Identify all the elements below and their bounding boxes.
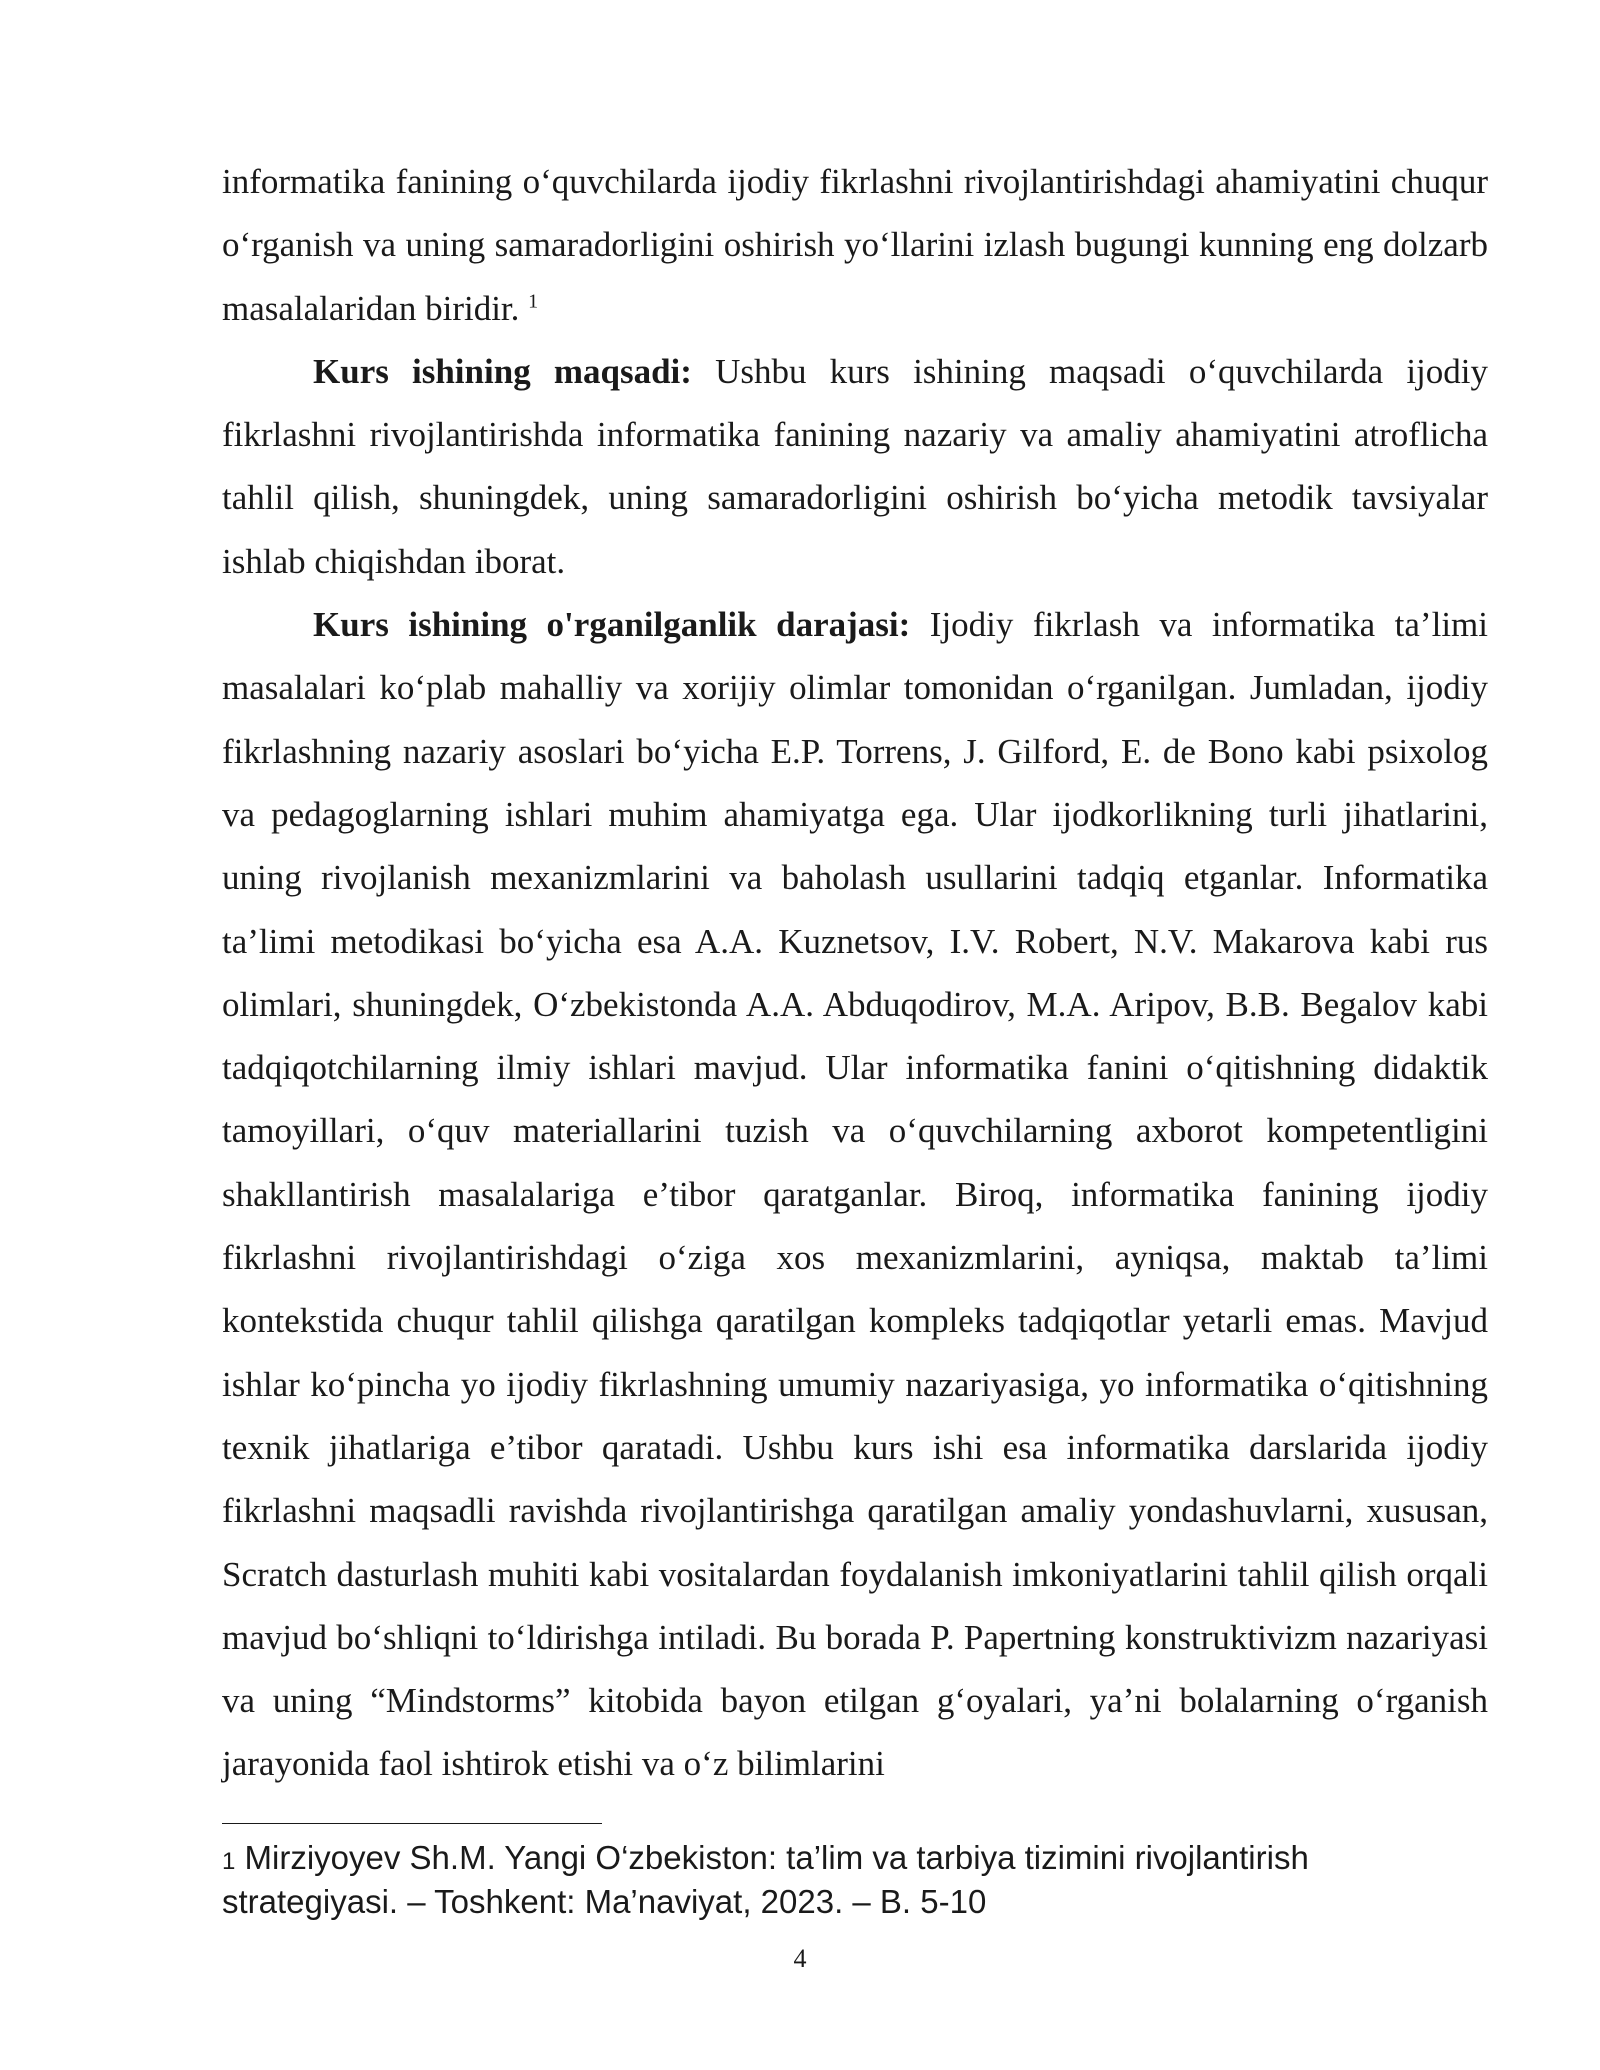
paragraph-goal: [222, 340, 1488, 593]
footnote-separator: [222, 1823, 602, 1824]
footnote-line-1: [222, 1838, 1488, 1882]
paragraph-intro-text: informatika fanining o‘quvchilarda ijodiy fikrlashni rivojlantirishdagi ahamiyatini chuqur o‘rganish va uning samaradorligini oshirish yo‘llarini izlash bugungi kunning eng dolzarb masalalaridan biridir.: [222, 162, 1488, 328]
paragraph-goal-text: Ushbu kurs ishining maqsadi o‘quvchilarda ijodiy fikrlashni rivojlantirishda informatika fanining nazariy va amaliy ahamiyatini atroflicha tahlil qilish, shuningdek, uning samaradorligini oshirish bo‘yicha metodik tavsiyalar ishlab chiqishdan iborat.: [222, 351, 1489, 581]
footnote-number: 1: [222, 1848, 236, 1875]
paragraph-literature-review: [222, 593, 1488, 1796]
footnote-reference: 1: [528, 289, 539, 312]
paragraph-literature-text: Ijodiy fikrlash va informatika ta’limi masalalari ko‘plab mahalliy va xorijiy olimlar tomonidan o‘rganilgan. Jumladan, ijodiy fikrlashning nazariy asoslari bo‘yicha E.P. Torrens, J. Gilford, E. de Bono kabi psixolog va pedagoglarning ishlari muhim ahamiyatga ega. Ular ijodkorlikning turli jihatlarini, uning rivojlanish mexanizmlarini va baholash usullarini tadqiq etganlar. Informatika ta’limi metodikasi bo‘yicha esa A.A. Kuznetsov, I.V. Robert, N.V. Makarova kabi rus olimlari, shuningdek, O‘zbekistonda A.A. Abduqodirov, M.A. Aripov, B.B. Begalov kabi tadqiqotchilarning ilmiy ishlari mavjud. Ular informatika fanini o‘qitishning didaktik tamoyillari, o‘quv materiallarini tuzish va o‘quvchilarning axborot kompetentligini shakllantirish masalalariga e’tibor qaratganlar. Biroq, informatika fanining ijodiy fikrlashni rivojlantirishdagi o‘ziga xos mexanizmlarini, ayniqsa, maktab ta’limi kontekstida chuqur tahlil qilishga qaratilgan kompleks tadqiqotlar yetarli emas. Mavjud ishlar ko‘pincha yo ijodiy fikrlashning umumiy nazariyasiga, yo informatika o‘qitishning texnik jihatlariga e’tibor qaratadi. Ushbu kurs ishi esa informatika darslarida ijodiy fikrlashni maqsadli ravishda rivojlantirishga qaratilgan amaliy yondashuvlarni, xususan, Scratch dasturlash muhiti kabi vositalardan foydalanish imkoniyatlarini tahlil qilish orqali mavjud bo‘shliqni to‘ldirishga intiladi. Bu borada P. Papertning konstruktivizm nazariyasi va uning “Mindstorms” kitobida bayon etilgan g‘oyalari, ya’ni bolalarning o‘rganish jarayonida faol ishtirok etishi va o‘z bilimlarini: [222, 605, 1488, 1784]
footnote: [222, 1838, 1488, 1922]
section-heading-goal: Kurs ishining maqsadi:: [313, 351, 692, 391]
document-body: [222, 150, 1488, 1796]
footnote-text-1: Mirziyoyev Sh.M. Yangi O‘zbekiston: ta’lim va tarbiya tizimini rivojlantirish: [235, 1839, 1309, 1876]
page-number: 4: [793, 1944, 807, 1973]
section-heading-literature: Kurs ishining o'rganilganlik darajasi:: [313, 605, 911, 645]
paragraph-intro: [222, 150, 1488, 340]
footnote-line-2: strategiyasi. – Toshkent: Ma’naviyat, 2023. – B. 5-10: [222, 1883, 987, 1920]
